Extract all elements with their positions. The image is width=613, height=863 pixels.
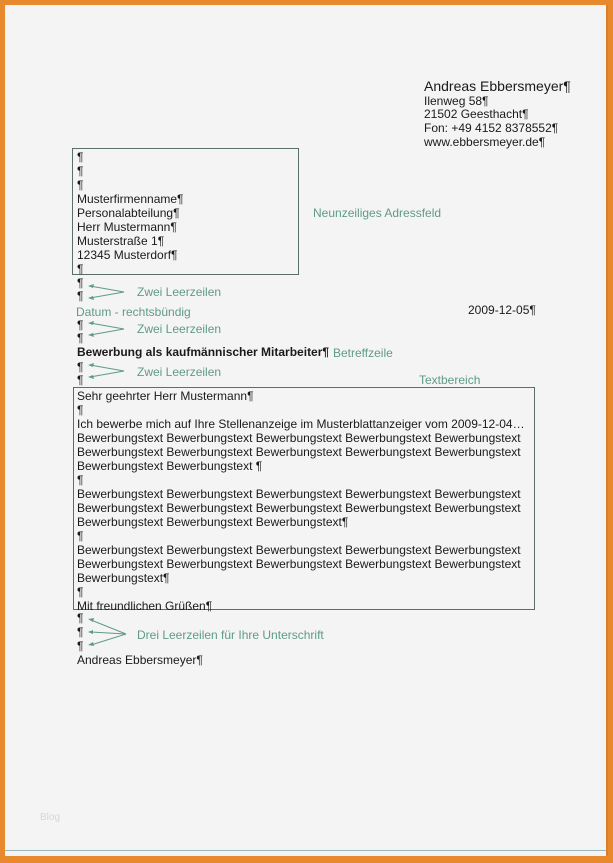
body-line: ¶ <box>77 529 84 543</box>
arrow-icon <box>86 618 128 646</box>
body-line: Bewerbungstext Bewerbungstext Bewerbungstext Bewerbungstext Bewerbungstext <box>77 431 521 445</box>
body-line: Ich bewerbe mich auf Ihre Stellenanzeige im Musterblattanzeiger vom 2009-12-04… <box>77 417 525 431</box>
letter-date: 2009-12-05¶ <box>468 303 536 317</box>
body-line: Bewerbungstext Bewerbungstext Bewerbungstext¶ <box>77 515 349 529</box>
date-annotation: Datum - rechtsbündig <box>76 305 191 319</box>
body-line: Bewerbungstext Bewerbungstext Bewerbungstext Bewerbungstext Bewerbungstext <box>77 501 521 515</box>
text-area-annotation: Textbereich <box>419 373 481 387</box>
arrow-icon <box>86 321 126 337</box>
address-line: ¶ <box>77 150 84 164</box>
body-line: Mit freundlichen Grüßen¶ <box>77 599 213 613</box>
address-line: Herr Mustermann¶ <box>77 220 177 234</box>
address-line: 12345 Musterdorf¶ <box>77 248 178 262</box>
subject-annotation: Betreffzeile <box>333 346 393 360</box>
body-line: Sehr geehrter Herr Mustermann¶ <box>77 389 254 403</box>
body-line: ¶ <box>77 473 84 487</box>
body-line: Bewerbungstext Bewerbungstext Bewerbungstext Bewerbungstext Bewerbungstext <box>77 557 521 571</box>
pilcrow: ¶ <box>77 318 84 332</box>
blank-lines-annotation: Zwei Leerzeilen <box>137 365 222 379</box>
body-line: Bewerbungstext¶ <box>77 571 170 585</box>
signature-name: Andreas Ebbersmeyer¶ <box>77 653 203 667</box>
sender-name: Andreas Ebbersmeyer¶ <box>424 78 571 94</box>
address-line: ¶ <box>77 164 84 178</box>
signature-annotation: Drei Leerzeilen für Ihre Unterschrift <box>137 628 324 642</box>
body-line: Bewerbungstext Bewerbungstext ¶ <box>77 459 263 473</box>
body-line: Bewerbungstext Bewerbungstext Bewerbungstext Bewerbungstext Bewerbungstext <box>77 543 521 557</box>
pilcrow: ¶ <box>77 625 84 639</box>
body-line: ¶ <box>77 585 84 599</box>
arrow-icon <box>86 284 126 300</box>
arrow-icon <box>86 363 126 379</box>
sender-phone: Fon: +49 4152 8378552¶ <box>424 121 559 135</box>
pilcrow: ¶ <box>77 331 84 345</box>
pilcrow: ¶ <box>77 373 84 387</box>
pilcrow: ¶ <box>77 639 84 653</box>
blank-lines-annotation: Zwei Leerzeilen <box>137 322 222 336</box>
address-line: Musterfirmenname¶ <box>77 192 184 206</box>
address-line: Musterstraße 1¶ <box>77 234 165 248</box>
blank-lines-annotation: Zwei Leerzeilen <box>137 285 222 299</box>
body-line: Bewerbungstext Bewerbungstext Bewerbungstext Bewerbungstext Bewerbungstext <box>77 445 521 459</box>
pilcrow: ¶ <box>77 611 84 625</box>
address-line: ¶ <box>77 262 84 276</box>
pilcrow: ¶ <box>77 360 84 374</box>
address-line: Personalabteilung¶ <box>77 206 180 220</box>
subject-line: Bewerbung als kaufmännischer Mitarbeiter¶ <box>77 345 330 359</box>
watermark: Blog <box>40 812 61 823</box>
body-text-box <box>73 387 535 613</box>
page-bottom-rule <box>5 850 606 851</box>
sender-street: Ilenweg 58¶ <box>424 94 489 108</box>
sender-web: www.ebbersmeyer.de¶ <box>424 135 546 149</box>
address-field-annotation: Neunzeiliges Adressfeld <box>313 206 442 220</box>
pilcrow: ¶ <box>77 289 84 303</box>
sender-city: 21502 Geesthacht¶ <box>424 107 529 121</box>
body-line: ¶ <box>77 403 84 417</box>
pilcrow: ¶ <box>77 276 84 290</box>
address-field-box <box>72 148 299 275</box>
address-line: ¶ <box>77 178 84 192</box>
body-line: Bewerbungstext Bewerbungstext Bewerbungstext Bewerbungstext Bewerbungstext <box>77 487 521 501</box>
